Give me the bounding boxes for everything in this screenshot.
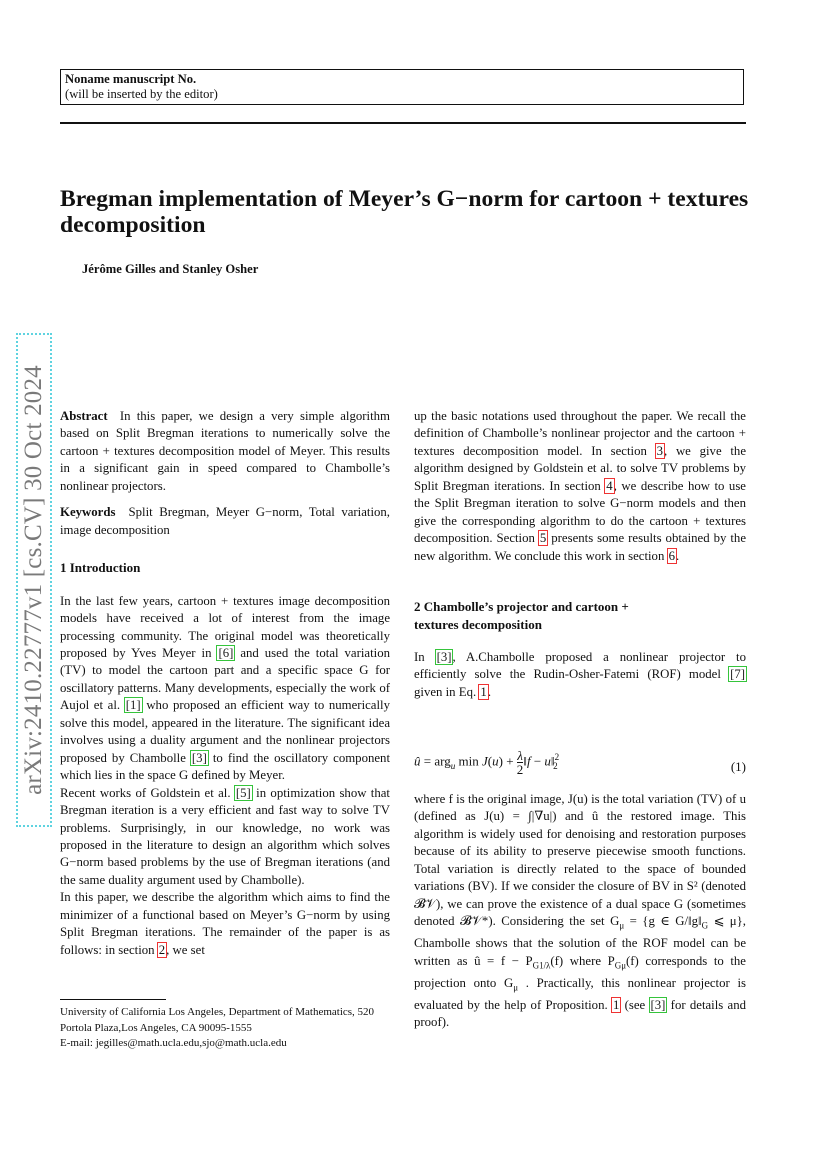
section-2-paragraph-2: where f is the original image, J(u) is the total variation (TV) of u (defined as J(u) = ∫|∇u|) and û the restored image. This algorithm is widely used for denoising and restoration purposes because of its ability to preserve piecewise smooth functions. Total variation is directly related to the space of bounded variations (BV). If we consider the closure of BV in S² (denoted 𝓑𝒱), we can prove the existence of a dual space G (sometimes denoted 𝓑𝒱*). Considering the set $G_\mu = \{g$ ∈ $G/‖g‖_G$ ⩽ μ}, Chambolle shows that the solution of the ROF model can be written as û = $f - P_{G1/\lambda}(f)$ where $P_{G\mu}(f)$ corresponds to the projection onto $G_\mu$ . Practically, this nonlinear projector is evaluated by the help of Proposition. 1 (see [3] for details and proof). — [414, 792, 747, 1030]
manuscript-header-box — [60, 69, 744, 105]
right-column-continued — [414, 791, 746, 1032]
citation-6-link[interactable]: [6] — [218, 645, 234, 660]
intro-paragraph-3-continued: up the basic notations used throughout the paper. We recall the definition of Chambolle’s nonlinear projector and the cartoon + textures decomposition model. In section 3, we give the algorithm designed by Goldstein et al. to solve TV problems by Split Bregman iterations. In section 4, we describe how to use the Split Bregman iteration to solve G−norm models and then give the corresponding algorithm to do the cartoon + textures decomposition. Section 5 presents some results obtained by the new algorithm. We conclude this work in section 6. — [414, 409, 746, 563]
equation-1: û = arg$_u$ min J(u) + $\frac{\lambda}{2}$ ‖f − u‖$^2_2$ (1) — [414, 748, 746, 777]
citation-7-link[interactable]: [7] — [730, 667, 745, 682]
editor-note: (will be inserted by the editor) — [65, 87, 218, 101]
section-2-heading: 2 Chambolle’s projector and cartoon + textures decomposition — [414, 599, 629, 632]
section-2-paragraph-1: In [3], A.Chambolle proposed a nonlinear projector to efficiently solve the Rudin-Osher-Fatemi (ROF) model [7] given in Eq. 1. — [414, 649, 746, 699]
abstract-label: Abstract — [60, 409, 108, 423]
abstract-text: In this paper, we design a very simple algorithm based on Split Bregman iterations to numerically solve the cartoon + textures decomposition model of Meyer. This results in a significant gain in speed compared to Chambolle’s nonlinear projectors. — [60, 409, 390, 493]
section-5-link[interactable]: 5 — [539, 531, 547, 546]
equation-1-link[interactable]: 1 — [480, 684, 487, 699]
keywords-text: Split Bregman, Meyer G−norm, Total variation, image decomposition — [60, 505, 390, 537]
intro-paragraph-3-start: In this paper, we describe the algorithm which aims to find the minimizer of a functional based on Meyer’s G−norm by using Split Bregman iterations. The remainder of the paper is as follows: in section 2, we set — [60, 890, 390, 957]
left-column — [60, 408, 390, 959]
section-2-link[interactable]: 2 — [158, 942, 166, 957]
intro-paragraph-2: Recent works of Goldstein et al. [5] in optimization show that Bregman iteration is a very efficient and fast way to solve TV problems. Surprisingly, in our knowledge, no work was proposed in the literature to design an algorithm which solves G−norm based problems by the use of Bregman iterations (and the same duality argument used by Chambolle). — [60, 785, 390, 887]
header-rule — [60, 122, 746, 124]
paper-authors: Jérôme Gilles and Stanley Osher — [82, 262, 259, 276]
section-4-link[interactable]: 4 — [606, 478, 613, 493]
citation-3-link[interactable]: [3] — [436, 649, 452, 664]
citation-3-link[interactable]: [3] — [650, 997, 666, 1012]
section-3-link[interactable]: 3 — [656, 443, 664, 458]
intro-paragraph-1: In the last few years, cartoon + textures image decomposition models have received a lot of interest from the image processing community. The original model was theoretically proposed by Yves Meyer in [6] and used the total variation (TV) to model the cartoon part and a specific space G for oscillatory patterns. Many developments, especially the work of Aujol et al. [1] who proposed an efficient way to numerically solve this model, appeared in the literature. The significant idea involves using a duality argument and the nonlinear projectors proposed by Chambolle [3] to find the oscillatory component which lies in the space G defined by Meyer. — [60, 593, 391, 783]
affiliation-footnote — [60, 1005, 390, 1052]
keywords-label: Keywords — [60, 505, 116, 520]
keywords — [60, 504, 390, 539]
right-column — [414, 408, 746, 701]
equation-number: (1) — [730, 759, 746, 774]
proposition-1-link[interactable]: 1 — [612, 997, 620, 1012]
citation-3-link[interactable]: [3] — [191, 750, 207, 765]
paper-title: Bregman implementation of Meyer’s G−norm for cartoon + textures decomposition — [60, 186, 749, 238]
affiliation: University of California Los Angeles, Department of Mathematics, 520 Portola Plaza,Los Angeles, CA 90095-1555 — [60, 1006, 375, 1034]
section-1-heading: 1 Introduction — [60, 560, 141, 576]
manuscript-label: Noname manuscript No. — [65, 72, 197, 86]
citation-5-link[interactable]: [5] — [235, 785, 251, 800]
footnote-rule — [60, 999, 166, 1000]
section-6-link[interactable]: 6 — [668, 548, 675, 563]
arxiv-stamp: arXiv:2410.22777v1 [cs.CV] 30 Oct 2024 — [20, 365, 47, 795]
citation-1-link[interactable]: [1] — [125, 698, 141, 713]
email-line: E-mail: jegilles@math.ucla.edu,sjo@math.ucla.edu — [60, 1037, 287, 1049]
abstract — [60, 408, 390, 495]
